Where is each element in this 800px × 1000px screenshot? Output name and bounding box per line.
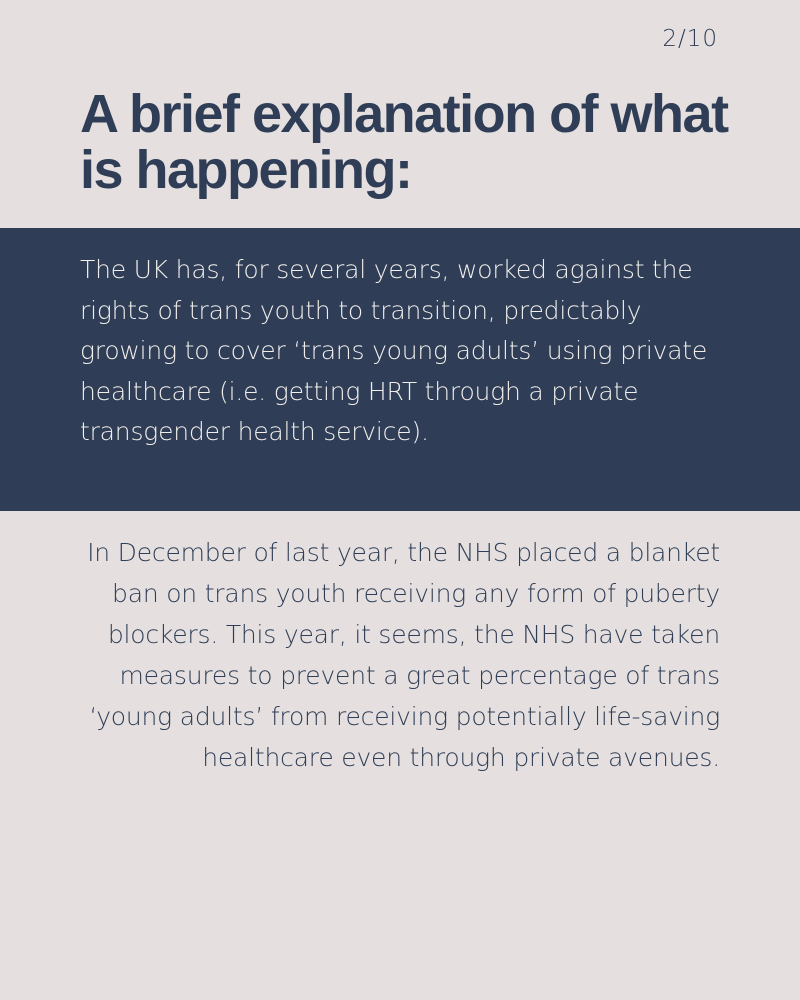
highlight-paragraph: The UK has, for several years, worked against the rights of trans youth to transition, predictably growing to cover ‘trans young adults’ using private healthcare (i.e. getting HRT through a private transgender health service). [80, 255, 708, 447]
body-paragraph: In December of last year, the NHS placed a blanket ban on trans youth receiving any form of puberty blockers. This year, it seems, the NHS have taken measures to prevent a great percentage of trans ‘young adults’ from receiving potentially life-saving healthcare even through private avenues. [87, 538, 720, 772]
page-title: A brief explanation of what is happening: [80, 84, 728, 200]
page-counter: 2/10 [662, 26, 718, 52]
